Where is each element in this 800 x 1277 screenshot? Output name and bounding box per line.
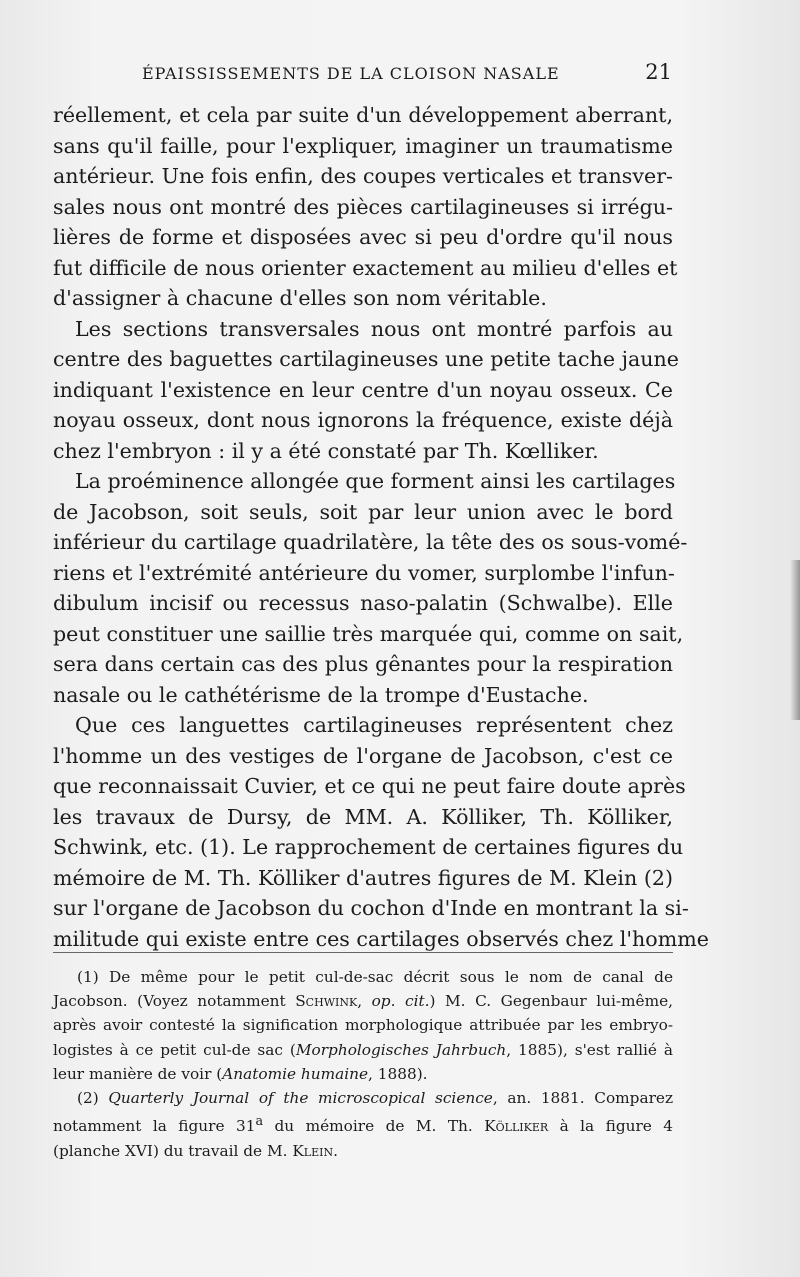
footnote-rule (53, 952, 673, 953)
author-name: Kölliker (484, 1117, 549, 1136)
text-line: réellement, et cela par suite d'un développement aberrant, (53, 103, 673, 127)
footnote-text: , 1888). (368, 1064, 428, 1083)
footnote-text: (2) (77, 1089, 109, 1108)
footnote-1-line: (1) De même pour le petit cul-de-sac décrit sous le nom de canal de (77, 968, 673, 986)
text-line: chez l'embryon : il y a été constaté par Th. Kœlliker. (53, 438, 599, 463)
footnote-text: , an. 1881. Comparez (492, 1089, 674, 1108)
page-number: 21 (645, 60, 672, 84)
footnote-text: du mémoire de M. Th. (263, 1117, 485, 1136)
text-line: nasale ou le cathétérisme de la trompe d'Eustache. (53, 682, 589, 707)
text-line: de Jacobson, soit seuls, soit par leur union avec le bord (53, 499, 673, 524)
paragraph-start: La proéminence allongée que forment ainsi les cartilages (75, 469, 676, 493)
footnote-text: à la figure 4 (548, 1117, 674, 1136)
footnote-1-line (53, 989, 673, 1013)
paragraph-start: Les sections transversales nous ont montré parfois au (75, 316, 673, 341)
text-line: inférieur du cartilage quadrilatère, la tête des os sous-vomé- (53, 530, 688, 554)
text-line: sur l'organe de Jacobson du cochon d'Inde en montrant la si- (53, 896, 689, 920)
text-line: fut difficile de nous orienter exactement au milieu d'elles et (53, 255, 678, 280)
footnote-text: logistes à ce petit cul-de sac ( (53, 1040, 296, 1059)
text-line: sera dans certain cas des plus gênantes pour la respiration (53, 652, 673, 676)
text-line: sales nous ont montré des pièces cartilagineuses si irrégu- (53, 194, 673, 219)
text-line: antérieur. Une fois enfin, des coupes verticales et transver- (53, 164, 673, 188)
text-line: indiquant l'existence en leur centre d'un noyau osseux. Ce (53, 377, 673, 402)
footnote-text: , (357, 992, 372, 1011)
footnote-text: leur manière de voir ( (53, 1064, 223, 1083)
running-head (52, 60, 672, 90)
footnote-1-line: après avoir contesté la signification morphologique attribuée par les embryo- (53, 1016, 673, 1035)
footnote-text: ) M. C. Gegenbaur lui-même, (429, 992, 673, 1011)
text-line: sans qu'il faille, pour l'expliquer, imaginer un traumatisme (53, 133, 673, 158)
footnotes (53, 965, 673, 1163)
text-line: mémoire de M. Th. Kölliker d'autres figures de M. Klein (2) (53, 865, 673, 890)
superscript: a (255, 1114, 264, 1130)
text-line: centre des baguettes cartilagineuses une petite tache jaune (53, 347, 679, 371)
footnote-2-line (53, 1110, 673, 1138)
text-line: militude qui existe entre ces cartilages observés chez l'homme (53, 926, 709, 951)
author-name: Klein (292, 1141, 334, 1160)
text-line: Schwink, etc. (1). Le rapprochement de certaines figures du (53, 835, 684, 859)
text-line: d'assigner à chacune d'elles son nom véritable. (53, 286, 547, 310)
paragraph-start: Que ces languettes cartilagineuses représentent chez (75, 713, 673, 737)
footnote-2-line (53, 1086, 673, 1110)
footnote-text: . (333, 1141, 338, 1160)
text-line: l'homme un des vestiges de l'organe de Jacobson, c'est ce (53, 743, 673, 768)
footnote-text: notamment la figure 31 (53, 1117, 256, 1136)
footnote-text: Jacobson. (Voyez notamment (53, 992, 296, 1011)
journal-title: Quarterly Journal of the microscopical science (108, 1089, 493, 1108)
text-line: peut constituer une saillie très marquée qui, comme on sait, (53, 621, 684, 646)
text-line: les travaux de Dursy, de MM. A. Kölliker, Th. Kölliker, (53, 804, 673, 829)
book-title: Anatomie humaine (222, 1064, 369, 1083)
footnote-1-line (53, 1038, 673, 1062)
footnote-2-line (53, 1139, 673, 1163)
text-line: que reconnaissait Cuvier, et ce qui ne peut faire doute après (53, 774, 686, 798)
text-line: riens et l'extrémité antérieure du vomer, surplombe l'infun- (53, 560, 675, 585)
citation-abbrev: op. cit. (371, 992, 430, 1011)
author-name: Schwink (295, 992, 358, 1011)
page-edge-shadow (790, 560, 800, 720)
text-line: lières de forme et disposées avec si peu d'ordre qu'il nous (53, 225, 673, 249)
footnote-1-line (53, 1062, 673, 1086)
running-title: ÉPAISSISSEMENTS DE LA CLOISON NASALE (142, 64, 560, 83)
text-line: dibulum incisif ou recessus naso-palatin (Schwalbe). Elle (53, 591, 673, 615)
body-text (53, 100, 709, 954)
footnote-text: , 1885), s'est rallié à (506, 1040, 673, 1059)
footnote-text: (planche XVI) du travail de M. (53, 1141, 293, 1160)
text-line: noyau osseux, dont nous ignorons la fréquence, existe déjà (53, 408, 673, 432)
journal-title: Morphologisches Jahrbuch (295, 1040, 507, 1059)
